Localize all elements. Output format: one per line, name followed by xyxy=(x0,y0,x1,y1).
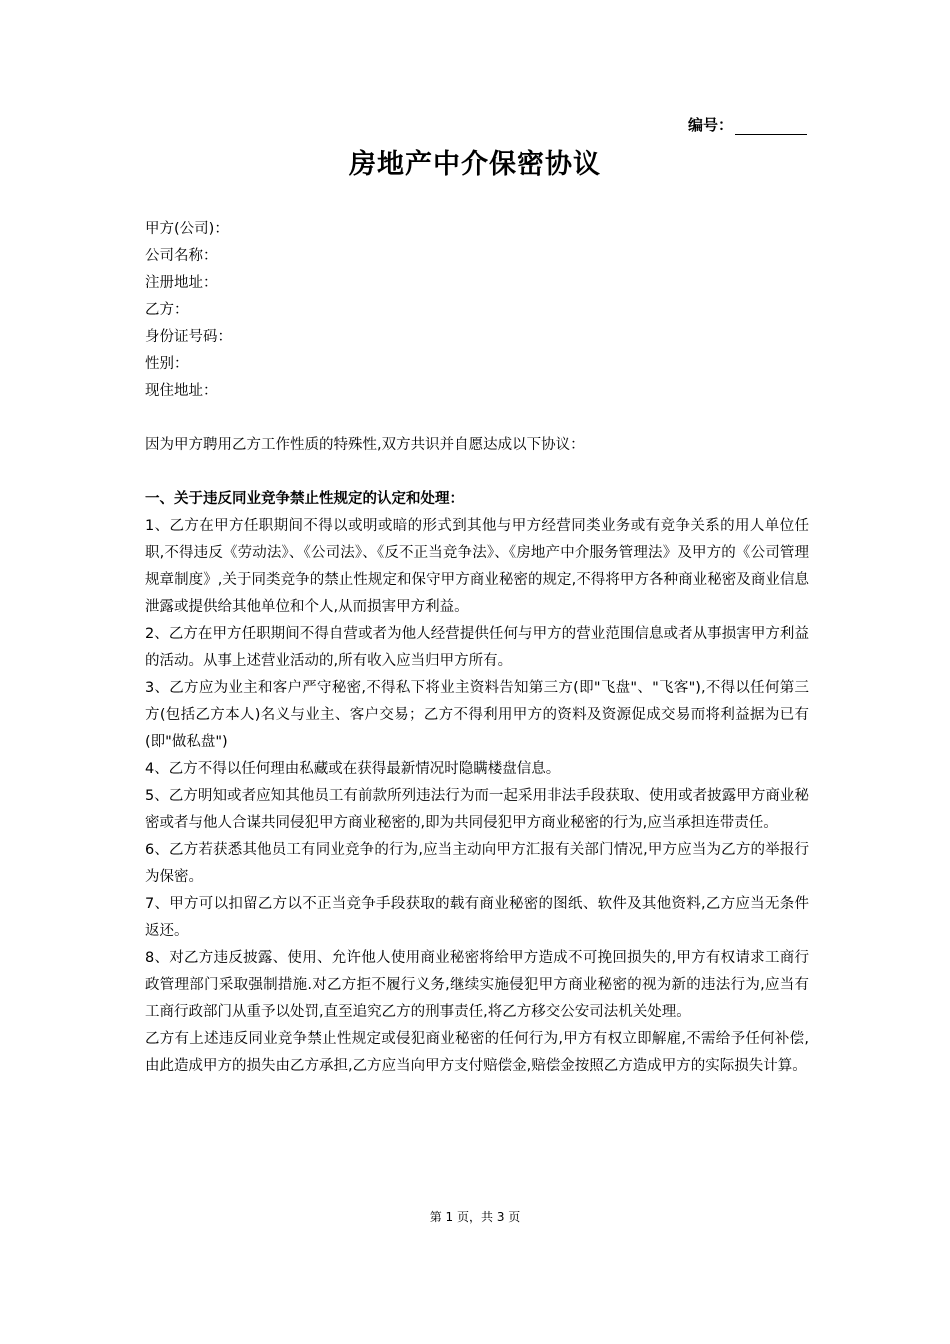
party-a-company-line: 甲方(公司)： xyxy=(145,221,229,237)
page-footer: 第 1 页，共 3 页 xyxy=(429,1210,521,1224)
clause-paragraph: 1、乙方在甲方任职期间不得以或明或暗的形式到其他与甲方经营同类业务或有竞争关系的用人单位任职,不得违反《劳动法》、《公司法》、《反不正当竞争法》、《房地产中介服务管理法》及甲方的《公司管理规章制度》,关于同类竞争的禁止性规定和保守甲方商业秘密的规定,不得将甲方各种商业秘密及商业信息泄露或提供给其他单位和个人,从而损害甲方利益。 xyxy=(145,518,809,615)
clause-paragraph: 7、甲方可以扣留乙方以不正当竞争手段获取的载有商业秘密的图纸、软件及其他资料,乙方应当无条件返还。 xyxy=(145,896,809,939)
clause-paragraph: 3、乙方应为业主和客户严守秘密,不得私下将业主资料告知第三方(即"飞盘"、"飞客"),不得以任何第三方(包括乙方本人)名义与业主、客户交易；乙方不得利用甲方的资料及资源促成交易而将利益据为已有(即"做私盘") xyxy=(145,680,809,750)
document-number xyxy=(688,114,807,135)
party-info-list xyxy=(145,216,809,405)
clause-paragraph: 6、乙方若获悉其他员工有同业竞争的行为,应当主动向甲方汇报有关部门情况,甲方应当为乙方的举报行为保密。 xyxy=(145,842,809,885)
current-address-line: 现住地址： xyxy=(145,383,218,399)
intro-paragraph: 因为甲方聘用乙方工作性质的特殊性,双方共识并自愿达成以下协议： xyxy=(145,437,585,453)
document-number-label: 编号： xyxy=(687,116,733,134)
section-heading: 一、关于违反同业竞争禁止性规定的认定和处理： xyxy=(145,491,464,507)
party-b-line: 乙方： xyxy=(145,302,189,318)
clause-paragraph: 乙方有上述违反同业竞争禁止性规定或侵犯商业秘密的任何行为,甲方有权立即解雇,不需给予任何补偿,由此造成甲方的损失由乙方承担,乙方应当向甲方支付赔偿金,赔偿金按照乙方造成甲方的实际损失计算。 xyxy=(145,1031,809,1074)
document-number-blank xyxy=(735,118,807,135)
id-number-line: 身份证号码： xyxy=(145,329,232,345)
clause-paragraph: 4、乙方不得以任何理由私藏或在获得最新情况时隐瞒楼盘信息。 xyxy=(145,761,561,777)
company-name-line: 公司名称： xyxy=(145,248,218,264)
clause-paragraph: 8、对乙方违反披露、使用、允许他人使用商业秘密将给甲方造成不可挽回损失的,甲方有权请求工商行政管理部门采取强制措施.对乙方拒不履行义务,继续实施侵犯甲方商业秘密的视为新的违法行为,应当有工商行政部门从重予以处罚,直至追究乙方的刑事责任,将乙方移交公安司法机关处理。 xyxy=(145,950,809,1020)
clause-paragraph: 2、乙方在甲方任职期间不得自营或者为他人经营提供任何与甲方的营业范围信息或者从事损害甲方利益的活动。从事上述营业活动的,所有收入应当归甲方所有。 xyxy=(145,626,809,669)
document-body xyxy=(145,216,809,1080)
clause-paragraph: 5、乙方明知或者应知其他员工有前款所列违法行为而一起采用非法手段获取、使用或者披露甲方商业秘密或者与他人合谋共同侵犯甲方商业秘密的,即为共同侵犯甲方商业秘密的行为,应当承担连带责任。 xyxy=(145,788,809,831)
registered-address-line: 注册地址： xyxy=(145,275,218,291)
document-title: 房地产中介保密协议 xyxy=(349,149,601,180)
gender-line: 性别： xyxy=(145,356,189,372)
